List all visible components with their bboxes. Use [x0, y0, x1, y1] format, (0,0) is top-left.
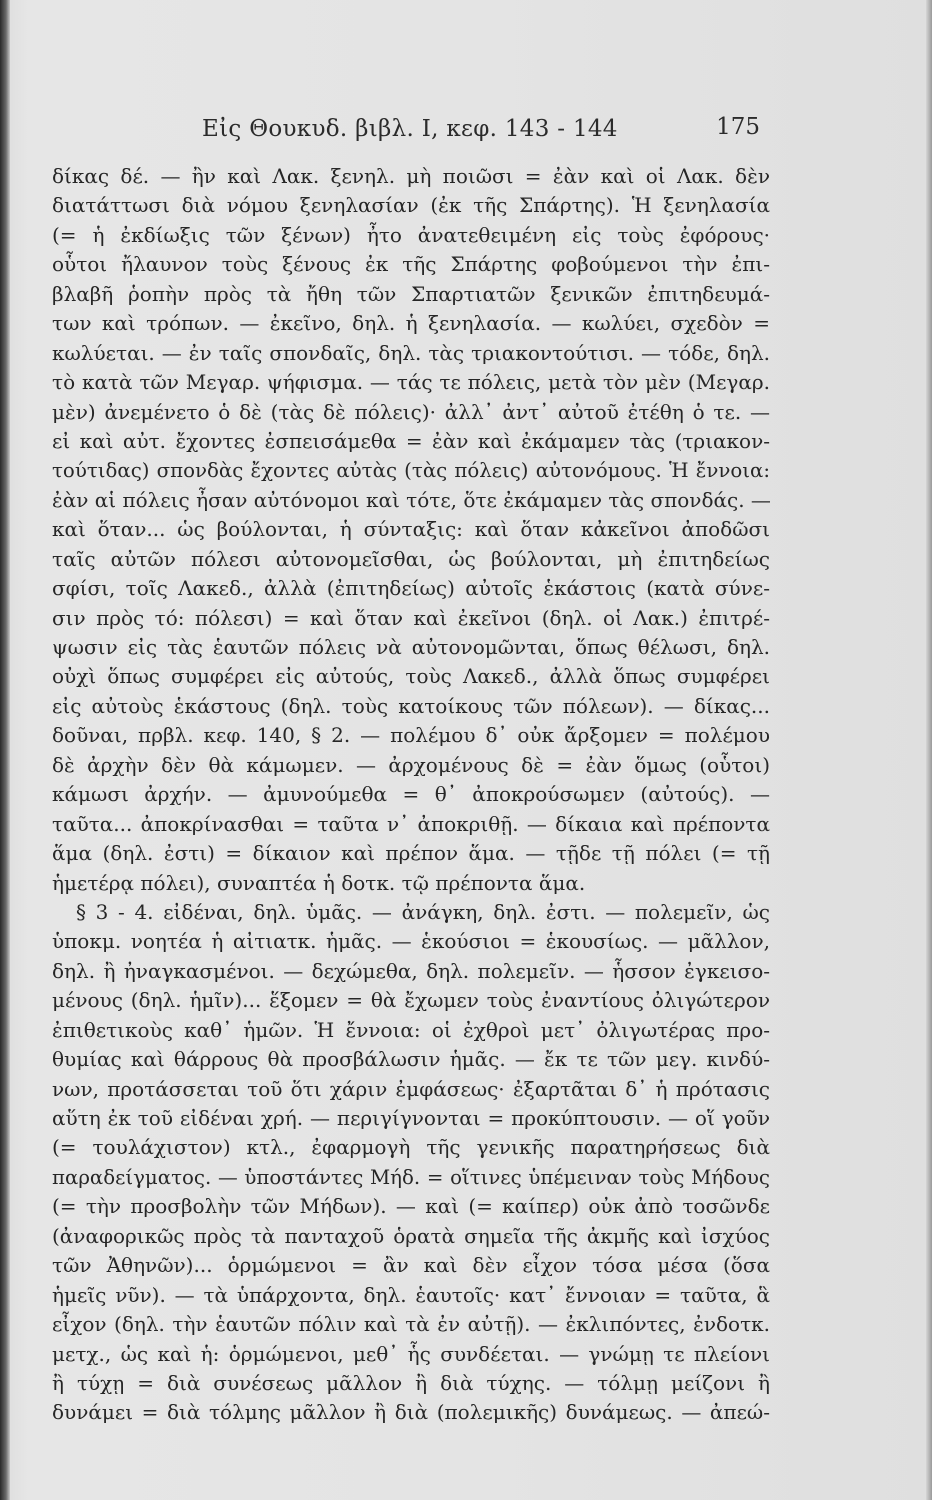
page-number: 175 [716, 114, 760, 140]
text-line: (= τουλάχιστον) κτλ., ἐφαρμογὴ τῆς γενικῆς παρατηρήσεως διὰ [52, 1135, 770, 1160]
page-binding-shadow [0, 0, 10, 1500]
text-line: (ἀναφορικῶς πρὸς τὰ πανταχοῦ ὁρατὰ σημεῖα τῆς ἀκμῆς καὶ ἰσχύος [52, 1223, 770, 1248]
text-line: εἰς αὐτοὺς ἑκάστους (δηλ. τοὺς κατοίκους τῶν πόλεων). — δίκας... [52, 693, 770, 718]
text-line: (= τὴν προσβολὴν τῶν Μήδων). — καὶ (= καίπερ) οὐκ ἀπὸ τοσῶνδε [52, 1194, 770, 1219]
text-line: οὐχὶ ὅπως συμφέρει εἰς αὐτούς, τοὺς Λακεδ., ἀλλὰ ὅπως συμφέρει [52, 664, 770, 689]
text-line: αὕτη ἐκ τοῦ εἰδέναι χρή. — περιγίγνονται = προκύπτουσιν. — οἵ γοῦν [52, 1106, 770, 1130]
text-line: των καὶ τρόπων. — ἐκεῖνο, δηλ. ἡ ξενηλασία. — κωλύει, σχεδὸν = [52, 311, 770, 336]
text-line: δίκας δέ. — ἢν καὶ Λακ. ξενηλ. μὴ ποιῶσι = ἐὰν καὶ οἱ Λακ. δὲν [52, 164, 770, 188]
text-line: μένους (δηλ. ἡμῖν)... ἕξομεν = θὰ ἔχωμεν τοὺς ἐναντίους ὀλιγώτερον [52, 988, 770, 1013]
page-edge-shadow [926, 0, 932, 1500]
text-line: ταῦτα... ἀποκρίνασθαι = ταῦτα ν᾽ ἀποκριθῇ. — δίκαια καὶ πρέποντα [52, 811, 770, 836]
text-line: οὗτοι ἤλαυνον τοὺς ξένους ἐκ τῆς Σπάρτης φοβούμενοι τὴν ἐπι- [52, 252, 770, 277]
text-line: διατάττωσι διὰ νόμου ξενηλασίαν (ἐκ τῆς Σπάρτης). Ἡ ξενηλασία [52, 193, 770, 218]
text-line: δὲ ἀρχὴν δὲν θὰ κάμωμεν. — ἀρχομένους δὲ = ἐὰν ὅμως (οὗτοι) [52, 752, 770, 777]
text-line: ταῖς αὐτῶν πόλεσι αὐτονομεῖσθαι, ὡς βούλονται, μὴ ἐπιτηδείως [52, 546, 770, 571]
commentary-text [52, 162, 770, 1428]
text-line: ψωσιν εἰς τὰς ἑαυτῶν πόλεις νὰ αὐτονομῶνται, ὅπως θέλωσι, δηλ. [52, 635, 770, 659]
text-line: ἐὰν αἱ πόλεις ἦσαν αὐτόνομοι καὶ τότε, ὅτε ἐκάμαμεν τὰς σπονδάς. — [52, 487, 771, 512]
text-line: § 3 - 4. εἰδέναι, δηλ. ὑμᾶς. — ἀνάγκη, δηλ. ἐστι. — πολεμεῖν, ὡς [76, 899, 770, 924]
text-line: καὶ ὅταν... ὡς βούλονται, ἡ σύνταξις: καὶ ὅταν κἀκεῖνοι ἀποδῶσι [52, 517, 770, 542]
text-line: κάμωσι ἀρχήν. — ἀμυνούμεθα = θ᾽ ἀποκρούσωμεν (αὐτούς). — [52, 782, 770, 807]
text-line: ἅμα (δηλ. ἐστι) = δίκαιον καὶ πρέπον ἅμα. — τῇδε τῇ πόλει (= τῇ [52, 841, 770, 866]
running-title: Εἰς Θουκυδ. βιβλ. I, κεφ. 143 - 144 [202, 116, 618, 142]
text-line: θυμίας καὶ θάρρους θὰ προσβάλωσιν ἡμᾶς. — ἔκ τε τῶν μεγ. κινδύ- [52, 1047, 770, 1072]
text-line: δυνάμει = διὰ τόλμης μᾶλλον ἢ διὰ (πολεμικῆς) δυνάμεως. — ἀπεώ- [52, 1400, 770, 1425]
text-line: δηλ. ἢ ἠναγκασμένοι. — δεχώμεθα, δηλ. πολεμεῖν. — ἧσσον ἐγκεισο- [52, 958, 770, 983]
text-line: μετχ., ὡς καὶ ἡ: ὁρμώμενοι, μεθ᾽ ἧς συνδέεται. — γνώμῃ τε πλείονι [52, 1341, 770, 1366]
text-line: κωλύεται. — ἐν ταῖς σπονδαῖς, δηλ. τὰς τριακοντούτισι. — τόδε, δηλ. [52, 340, 770, 365]
text-line: τῶν Ἀθηνῶν)... ὁρμώμενοι = ἂν καὶ δὲν εἶχον τόσα μέσα (ὅσα [52, 1253, 770, 1278]
text-line: (= ἡ ἐκδίωξις τῶν ξένων) ἦτο ἀνατεθειμένη εἰς τοὺς ἐφόρους· [52, 222, 770, 247]
text-line: ἢ τύχῃ = διὰ συνέσεως μᾶλλον ἢ διὰ τύχης. — τόλμῃ μείζονι ἢ [52, 1370, 770, 1395]
text-line: σφίσι, τοῖς Λακεδ., ἀλλὰ (ἐπιτηδείως) αὐτοῖς ἑκάστοις (κατὰ σύνε- [52, 576, 770, 601]
text-line: μὲν) ἀνεμένετο ὁ δὲ (τὰς δὲ πόλεις)· ἀλλ᾽ ἀντ᾽ αὐτοῦ ἐτέθη ὁ τε. — [52, 399, 770, 424]
text-line: παραδείγματος. — ὑποστάντες Μήδ. = οἵτινες ὑπέμειναν τοὺς Μήδους [52, 1165, 770, 1189]
text-line: δοῦναι, πρβλ. κεφ. 140, § 2. — πολέμου δ᾽ οὐκ ἄρξομεν = πολέμου [52, 723, 770, 748]
text-line: ἡμεῖς νῦν). — τὰ ὑπάρχοντα, δηλ. ἑαυτοῖς· κατ᾽ ἔννοιαν = ταῦτα, ἃ [52, 1282, 770, 1307]
text-line: τὸ κατὰ τῶν Μεγαρ. ψήφισμα. — τάς τε πόλεις, μετὰ τὸν μὲν (Μεγαρ. [52, 370, 770, 395]
text-line: νων, προτάσσεται τοῦ ὅτι χάριν ἐμφάσεως· ἐξαρτᾶται δ᾽ ἡ πρότασις [52, 1076, 770, 1101]
text-line: εἶχον (δηλ. τὴν ἑαυτῶν πόλιν καὶ τὰ ἐν αὐτῇ). — ἐκλιπόντες, ἐνδοτκ. [52, 1312, 770, 1337]
text-line: βλαβῆ ῥοπὴν πρὸς τὰ ἤθη τῶν Σπαρτιατῶν ξενικῶν ἐπιτηδευμά- [52, 281, 770, 306]
text-line: σιν πρὸς τό: πόλεσι) = καὶ ὅταν καὶ ἐκεῖνοι (δηλ. οἱ Λακ.) ἐπιτρέ- [52, 605, 770, 630]
text-line: ἐπιθετικοὺς καθ᾽ ἡμῶν. Ἡ ἔννοια: οἱ ἐχθροὶ μετ᾽ ὀλιγωτέρας προ- [52, 1017, 770, 1042]
text-line: ὑποκμ. νοητέα ἡ αἰτιατκ. ἡμᾶς. — ἑκούσιοι = ἑκουσίως. — μᾶλλον, [52, 929, 770, 954]
text-line: τούτιδας) σπονδὰς ἔχοντες αὐτὰς (τὰς πόλεις) αὐτονόμους. Ἡ ἔννοια: [52, 459, 770, 483]
text-line: εἰ καὶ αὐτ. ἔχοντες ἐσπεισάμεθα = ἐὰν καὶ ἐκάμαμεν τὰς (τριακον- [52, 428, 770, 453]
text-line: ἡμετέρᾳ πόλει), συναπτέα ἡ δοτκ. τῷ πρέποντα ἅμα. [52, 870, 586, 895]
page-header [52, 110, 764, 150]
